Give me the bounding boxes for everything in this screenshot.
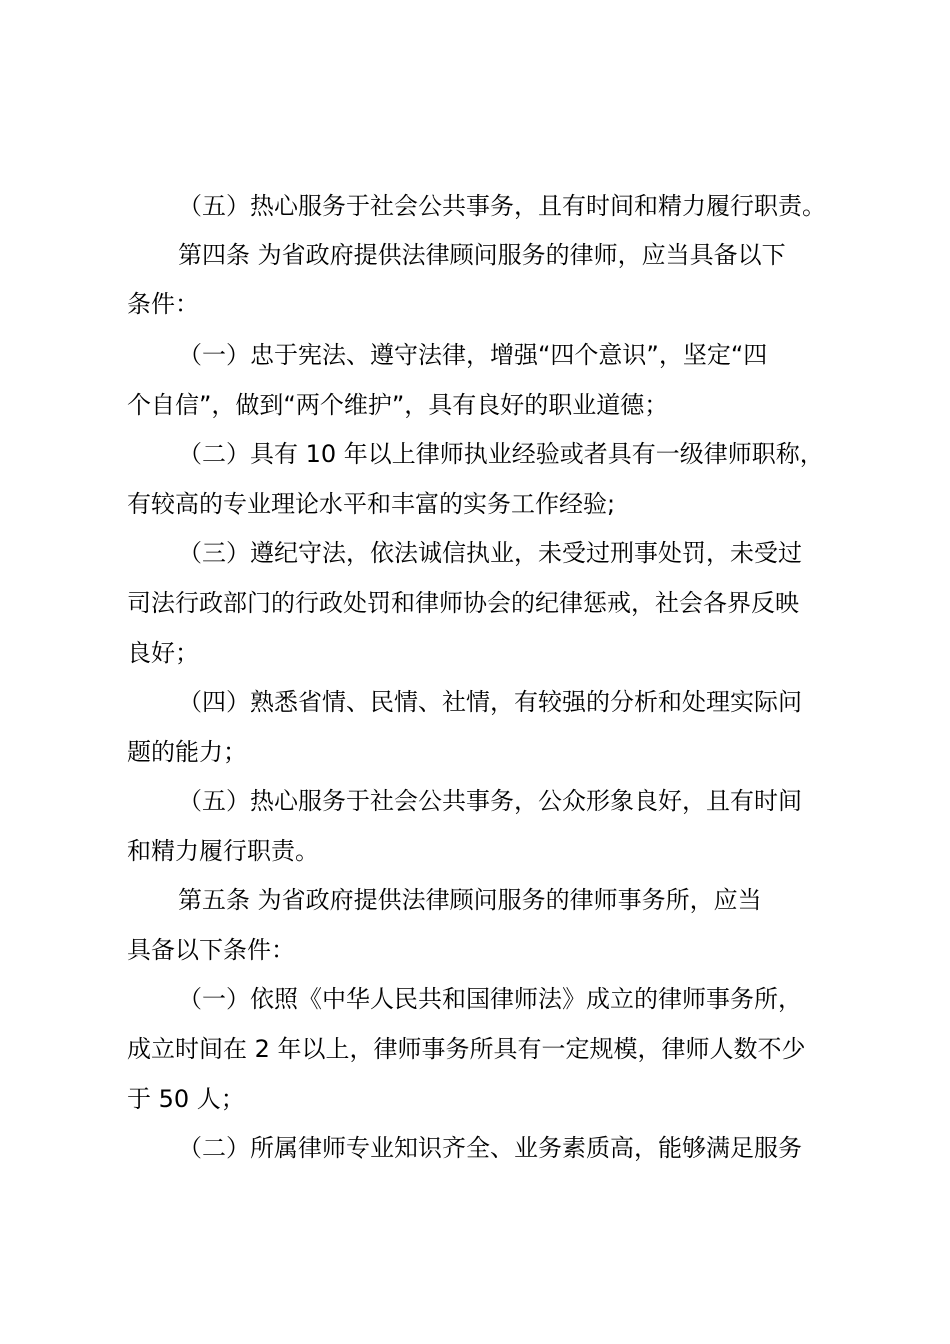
paragraph-line: 于 50 人； <box>127 1085 245 1113</box>
paragraph-line: （一）依照《中华人民共和国律师法》成立的律师事务所， <box>178 985 802 1013</box>
paragraph-line: 题的能力； <box>127 738 247 766</box>
paragraph-line: 成立时间在 2 年以上，律师事务所具有一定规模，律师人数不少 <box>127 1035 806 1063</box>
paragraph-line: 有较高的专业理论水平和丰富的实务工作经验; <box>127 490 616 518</box>
paragraph-line: （二）具有 10 年以上律师执业经验或者具有一级律师职称， <box>178 440 824 468</box>
article-heading-line: 第四条 为省政府提供法律顾问服务的律师，应当具备以下 <box>178 241 786 269</box>
article-heading-line: 第五条 为省政府提供法律顾问服务的律师事务所，应当 <box>178 886 762 914</box>
paragraph-line: （一）忠于宪法、遵守法律，增强“四个意识”，坚定“四 <box>178 341 768 369</box>
paragraph-line: 良好； <box>127 639 199 667</box>
paragraph-line: 条件： <box>127 290 199 318</box>
paragraph-line: （五）热心服务于社会公共事务，公众形象良好，且有时间 <box>178 787 802 815</box>
paragraph-line: （三）遵纪守法，依法诚信执业，未受过刑事处罚，未受过 <box>178 539 802 567</box>
paragraph-line: （二）所属律师专业知识齐全、业务素质高，能够满足服务 <box>178 1134 802 1162</box>
paragraph-line: （五）热心服务于社会公共事务，且有时间和精力履行职责。 <box>178 192 826 220</box>
paragraph-line: 司法行政部门的行政处罚和律师协会的纪律惩戒，社会各界反映 <box>127 589 799 617</box>
paragraph-line: 具备以下条件： <box>127 936 295 964</box>
paragraph-line: 和精力履行职责。 <box>127 837 319 865</box>
paragraph-line: 个自信”，做到“两个维护”，具有良好的职业道德； <box>127 391 669 419</box>
paragraph-line: （四）熟悉省情、民情、社情，有较强的分析和处理实际问 <box>178 688 802 716</box>
